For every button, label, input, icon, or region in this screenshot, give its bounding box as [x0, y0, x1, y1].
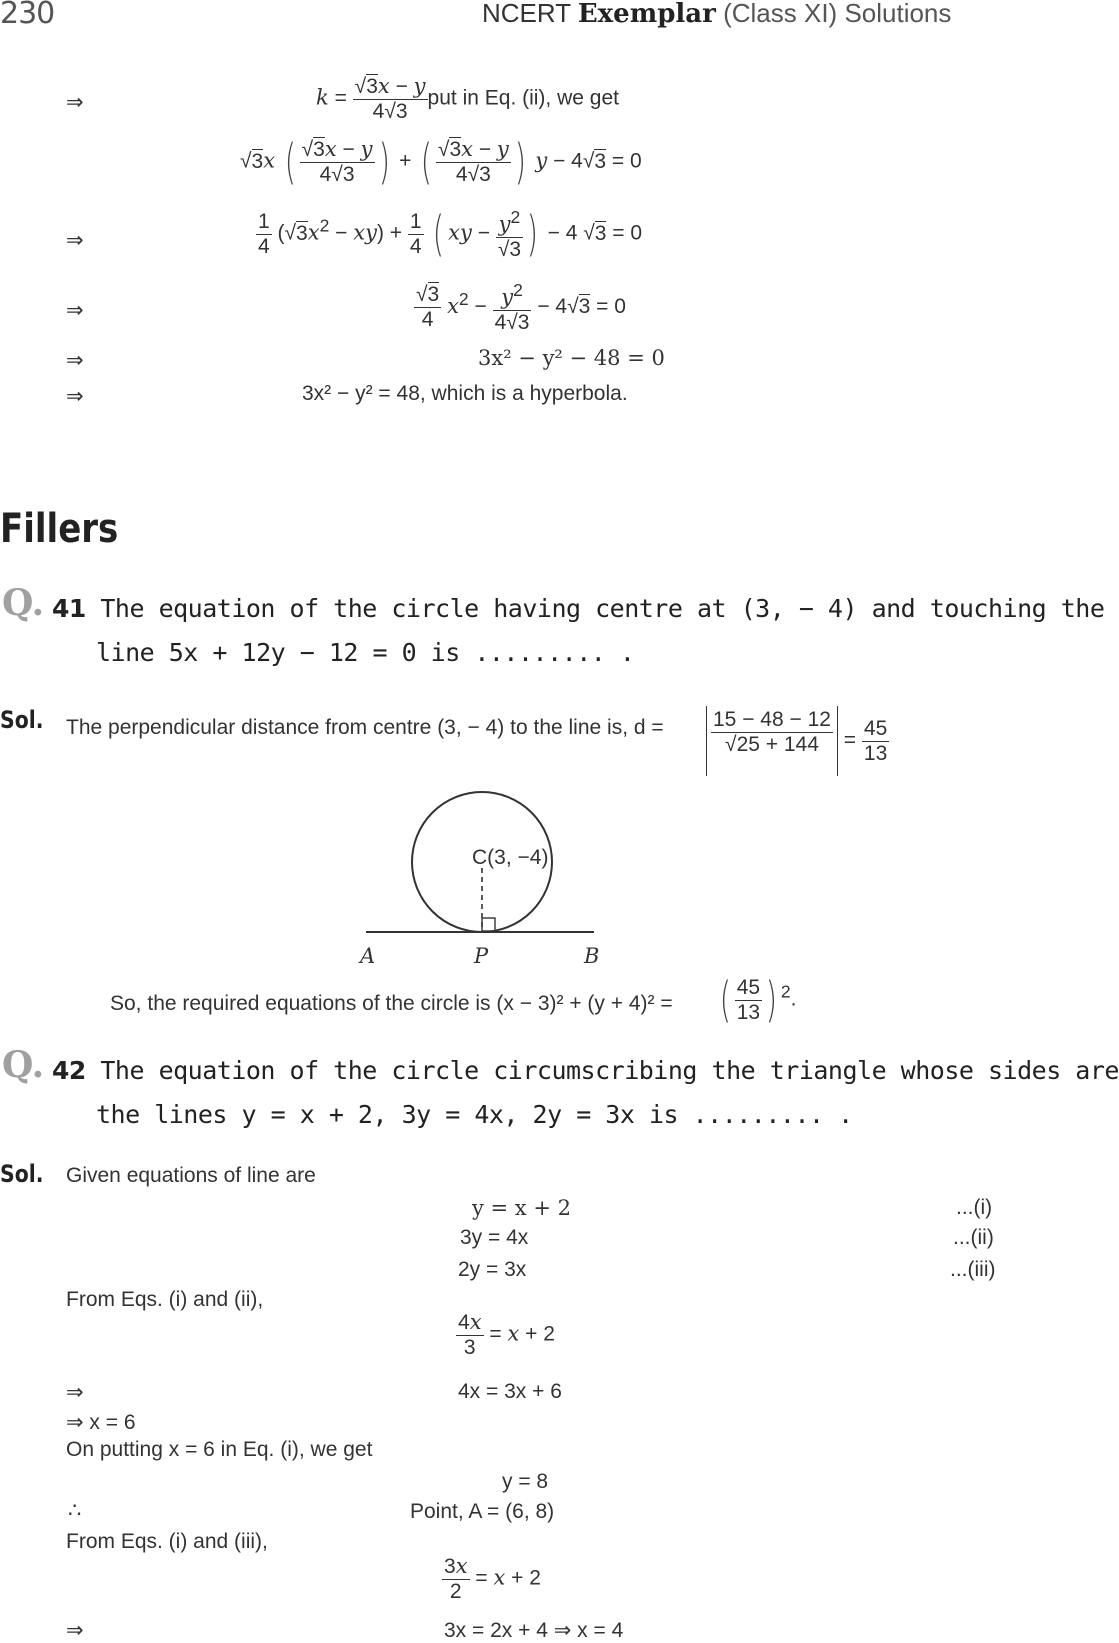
- derivation-line-6: 3x² − y² = 48, which is a hyperbola.: [302, 382, 628, 405]
- equation-2-tag: ...(ii): [953, 1226, 994, 1249]
- q42-x-value: ⇒ x = 6: [66, 1411, 136, 1434]
- q42-given-text: Given equations of line are: [66, 1164, 316, 1187]
- q41-distance-text: The perpendicular distance from centre (3, − 4) to the line is, d =: [66, 716, 664, 739]
- equation-2: 3y = 4x: [460, 1226, 529, 1249]
- derivation-line-2: √3x ( $\frac{√3x - y}{4√3}$ ) + ( $\frac{√3x - y}{4√3}$ ) y − 4√3 = 0: [240, 134, 642, 190]
- solution-label: Sol.: [0, 1160, 44, 1188]
- question-number: 41: [52, 594, 86, 623]
- question-41-line-2: line 5x + 12y − 12 = 0 is ......... .: [96, 638, 635, 667]
- derivation-line-1: k = $\frac{√3x - y}{4√3}$ put in Eq. (ii), we get: [316, 74, 619, 123]
- right-angle-mark: [482, 918, 495, 931]
- implies-arrow: ⇒: [66, 1618, 84, 1642]
- q42-from-1-3: From Eqs. (i) and (iii),: [66, 1530, 268, 1553]
- q42-fraction-step-2: $\frac{3x}{2}$ = x + 2: [444, 1554, 541, 1603]
- q41-distance-fraction: $\frac{15 - 48 - 12}{√25 + 144}$ = $\frac{45}{13}$: [706, 706, 889, 776]
- book-suffix: Solutions: [844, 0, 952, 28]
- therefore-symbol: ∴: [68, 1499, 82, 1522]
- derivation-line-3: $\frac{1}{4}$ $(√3x^2 - xy)$ + $\frac{1}{4}$ ( xy − $\frac{y^2}{√3}$ ) − 4 √3 = 0: [258, 206, 643, 262]
- question-41-line-1: 41 The equation of the circle having centre at (3, − 4) and touching the: [52, 594, 1105, 623]
- q42-from-1-2: From Eqs. (i) and (ii),: [66, 1288, 264, 1311]
- question-42-line-2: the lines y = x + 2, 3y = 4x, 2y = 3x is ......... .: [96, 1100, 853, 1129]
- point-p-label: P: [474, 944, 489, 968]
- question-marker: Q.: [2, 582, 45, 624]
- q42-last-line: 3x = 2x + 4 ⇒ x = 4: [444, 1619, 624, 1642]
- derivation-line-4: $\frac{√3}{4}$ $x^2$ − $\frac{y^2}{4√3}$ − 4√3 = 0: [416, 280, 626, 334]
- derivation-line-5: 3x² − y² − 48 = 0: [478, 346, 665, 370]
- q41-result-fraction: ( $\frac{45}{13}$ ) $^2$.: [719, 972, 797, 1028]
- question-marker: Q.: [2, 1044, 45, 1086]
- equation-3: 2y = 3x: [458, 1258, 527, 1281]
- implies-arrow: ⇒: [66, 1380, 84, 1404]
- q42-step-eq: 4x = 3x + 6: [458, 1380, 562, 1403]
- point-b-label: B: [584, 944, 600, 968]
- q42-point-a: Point, A = (6, 8): [410, 1500, 555, 1523]
- q42-putting-text: On putting x = 6 in Eq. (i), we get: [66, 1438, 373, 1461]
- book-class: (Class XI): [723, 0, 838, 28]
- section-title: Fillers: [0, 506, 119, 552]
- question-number: 42: [52, 1056, 86, 1085]
- equation-1: y = x + 2: [472, 1196, 571, 1220]
- q42-fraction-step-1: $\frac{4x}{3}$ = x + 2: [458, 1310, 555, 1359]
- implies-arrow: ⇒: [66, 90, 84, 114]
- circle-tangent-figure: [350, 790, 630, 970]
- implies-arrow: ⇒: [66, 384, 84, 408]
- derivation-line1-tail: put in Eq. (ii), we get: [427, 86, 619, 110]
- point-a-label: A: [360, 944, 376, 968]
- centre-label: C(3, −4): [472, 846, 549, 869]
- book-bold: Exemplar: [577, 0, 716, 29]
- implies-arrow: ⇒: [66, 298, 84, 322]
- question-42-line-1: 42 The equation of the circle circumscribing the triangle whose sides are: [52, 1056, 1119, 1085]
- implies-arrow: ⇒: [66, 348, 84, 372]
- page-number: 230: [0, 0, 55, 31]
- equation-3-tag: ...(iii): [950, 1258, 996, 1281]
- implies-arrow: ⇒: [66, 228, 84, 252]
- book-prefix: NCERT: [482, 0, 571, 28]
- equation-1-tag: ...(i): [956, 1196, 993, 1219]
- q41-conclusion: So, the required equations of the circle is (x − 3)² + (y + 4)² =: [110, 992, 673, 1015]
- q42-y-value: y = 8: [502, 1470, 549, 1493]
- running-header: [482, 0, 951, 29]
- solution-label: Sol.: [0, 706, 44, 734]
